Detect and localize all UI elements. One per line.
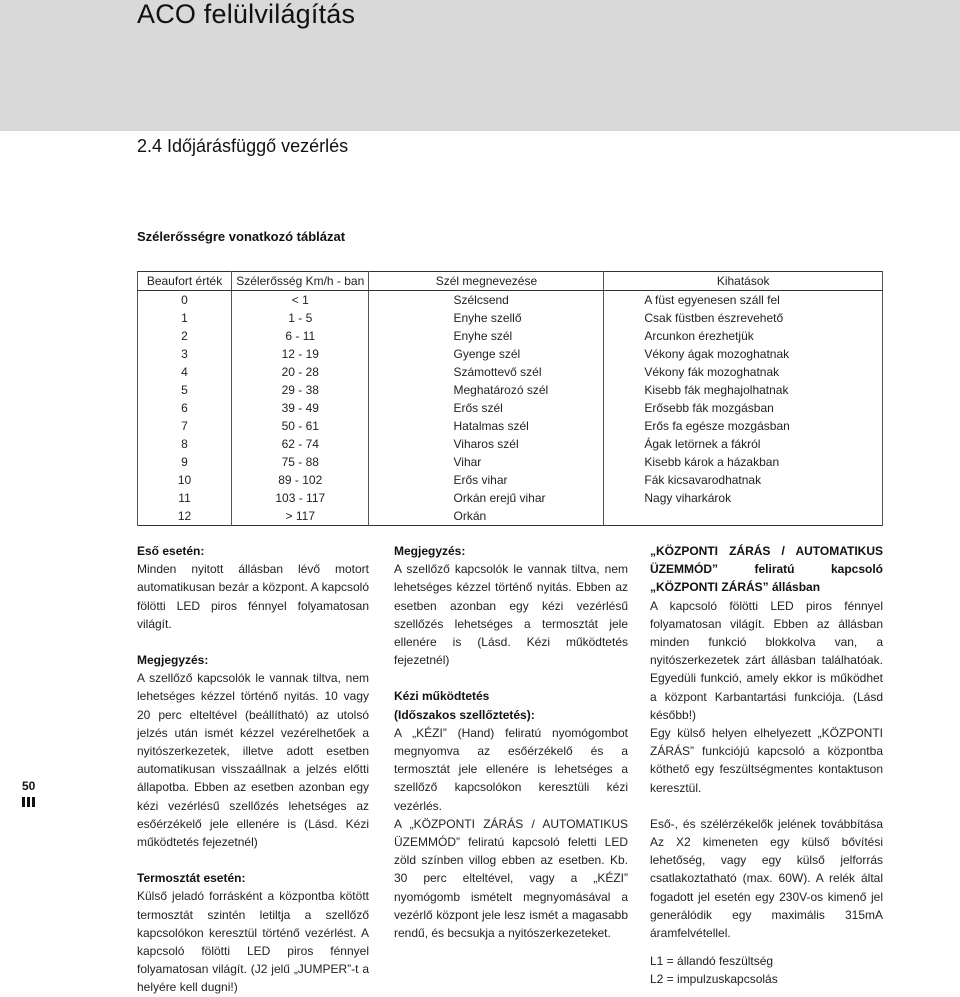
manual-text: A „KÉZI” (Hand) feliratú nyomógombot megnyomva az esőérzékelő és a termosztát jele ellenére is lehetséges a szellőző kapcsolókon keresztüli kézi vezérlés. (394, 725, 628, 813)
cell-speed: 62 - 74 (232, 435, 369, 453)
cell-beaufort: 9 (138, 453, 232, 471)
page-number: 50 (22, 779, 36, 793)
cell-beaufort: 8 (138, 435, 232, 453)
cell-speed: 29 - 38 (232, 381, 369, 399)
table-row (138, 291, 883, 310)
cell-effect: Kisebb károk a házakban (604, 453, 883, 471)
central-lock-heading: „KÖZPONTI ZÁRÁS / AUTOMATIKUS ÜZEMMÓD” feliratú kapcsoló „KÖZPONTI ZÁRÁS” állásban (650, 544, 883, 595)
table-row (138, 471, 883, 489)
cell-name: Gyenge szél (369, 345, 604, 363)
column-right (650, 542, 883, 989)
cell-beaufort: 1 (138, 309, 232, 327)
cell-speed: 50 - 61 (232, 417, 369, 435)
table-header-row (138, 272, 883, 291)
cell-name: Szélcsend (369, 291, 604, 310)
table-caption: Szélerősségre vonatkozó táblázat (137, 229, 346, 244)
cell-speed: 6 - 11 (232, 327, 369, 345)
cell-speed: 103 - 117 (232, 489, 369, 507)
cell-beaufort: 3 (138, 345, 232, 363)
table-row (138, 435, 883, 453)
column-left (137, 542, 369, 997)
cell-effect: Kisebb fák meghajolhatnak (604, 381, 883, 399)
table-row (138, 417, 883, 435)
cell-effect: Fák kicsavarodhatnak (604, 471, 883, 489)
cell-speed: > 117 (232, 507, 369, 526)
cell-speed: 75 - 88 (232, 453, 369, 471)
cell-name: Erős vihar (369, 471, 604, 489)
column-header-effects: Kihatások (604, 272, 883, 291)
note-text: A szellőző kapcsolók le vannak tiltva, nem lehetséges kézzel történő nyitás. 10 vagy 20 perc elteltével (beállítható) az utolsó jelzés után ismét kézzel vezérelhetőek a nyitószerkezetek, illetve adott esetben automatikusan visszaállnak a jelzés előtti állapotba. Ebben az esetben azonban egy kézi vezérlésű szellőzés lehetséges az esőérzékelő jele ellenére is (Lásd. Kézi működtetés fejezetnél) (137, 671, 369, 850)
cell-beaufort: 11 (138, 489, 232, 507)
cell-effect: Arcunkon érezhetjük (604, 327, 883, 345)
cell-name: Orkán (369, 507, 604, 526)
beaufort-table (137, 271, 883, 526)
cell-speed: < 1 (232, 291, 369, 310)
cell-speed: 1 - 5 (232, 309, 369, 327)
cell-name: Vihar (369, 453, 604, 471)
cell-effect: A füst egyenesen száll fel (604, 291, 883, 310)
cell-beaufort: 12 (138, 507, 232, 526)
table-body (138, 291, 883, 526)
central-lock-text: A kapcsoló fölötti LED piros fénnyel folyamatosan világít. Ebben az állásban minden funkció blokkolva van, a nyitószerkezetek zárt állásban találhatóak. Egyedüli funkció, amely ekkor is működhet a központ Karbantartási funkciója. (Lásd később!) (650, 598, 883, 722)
cell-beaufort: 0 (138, 291, 232, 310)
column-middle (394, 542, 628, 942)
cell-name: Viharos szél (369, 435, 604, 453)
cell-effect (604, 507, 883, 526)
table-row (138, 489, 883, 507)
sensor-forwarding-text: Eső-, és szélérzékelők jelének továbbítása Az X2 kimeneten egy külső bővítési lehetőség, vagy egy külső jelforrás csatlakoztatható (max. 60W). A relék által fogadott jel esetén egy 230V-os kimenő jel generálódik egy maximális 315mA áramfelvétellel. (650, 816, 883, 941)
external-switch-text: Egy külső helyen elhelyezett „KÖZPONTI ZÁRÁS” funkciójú kapcsoló a központba köthető egy feszültségmentes kontaktuson keresztül. (650, 726, 883, 795)
thermostat-heading: Termosztát esetén: (137, 871, 246, 886)
cell-beaufort: 6 (138, 399, 232, 417)
table-row (138, 309, 883, 327)
cell-name: Erős szél (369, 399, 604, 417)
column-header-speed: Szélerősség Km/h - ban (232, 272, 369, 291)
rain-heading: Eső esetén: (137, 544, 205, 558)
cell-name: Meghatározó szél (369, 381, 604, 399)
table-row (138, 399, 883, 417)
cell-name: Enyhe szél (369, 327, 604, 345)
table-row (138, 381, 883, 399)
cell-effect: Vékony fák mozoghatnak (604, 363, 883, 381)
page-marker-icon (22, 797, 35, 807)
cell-speed: 20 - 28 (232, 363, 369, 381)
manual-subheading: (Időszakos szellőztetés): (394, 707, 535, 722)
cell-effect: Nagy viharkárok (604, 489, 883, 507)
table-row (138, 345, 883, 363)
note2-heading: Megjegyzés: (394, 544, 466, 558)
table-row (138, 327, 883, 345)
cell-speed: 39 - 49 (232, 399, 369, 417)
cell-speed: 12 - 19 (232, 345, 369, 363)
column-header-beaufort: Beaufort érték (138, 272, 232, 291)
rain-text: Minden nyitott állásban lévő motort automatikusan bezár a központ. A kapcsoló fölötti LED piros fénnyel folyamatosan világít. (137, 562, 369, 631)
page-title: ACO felülvilágítás (137, 0, 356, 29)
cell-effect: Erősebb fák mozgásban (604, 399, 883, 417)
cell-beaufort: 10 (138, 471, 232, 489)
cell-effect: Ágak letörnek a fákról (604, 435, 883, 453)
note-heading: Megjegyzés: (137, 653, 209, 668)
cell-name: Orkán erejű vihar (369, 489, 604, 507)
cell-speed: 89 - 102 (232, 471, 369, 489)
legend-l1: L1 = állandó feszültség (650, 954, 774, 969)
table-row (138, 363, 883, 381)
manual-heading: Kézi működtetés (394, 689, 490, 704)
cell-name: Számottevő szél (369, 363, 604, 381)
cell-effect: Erős fa egésze mozgásban (604, 417, 883, 435)
table-row (138, 507, 883, 526)
cell-beaufort: 4 (138, 363, 232, 381)
legend-l2: L2 = impulzuskapcsolás (650, 972, 778, 987)
section-title: 2.4 Időjárásfüggő vezérlés (137, 136, 349, 156)
cell-effect: Vékony ágak mozoghatnak (604, 345, 883, 363)
cell-beaufort: 2 (138, 327, 232, 345)
cell-beaufort: 5 (138, 381, 232, 399)
cell-name: Enyhe szellő (369, 309, 604, 327)
thermostat-text: Külső jeladó forrásként a központba kötött termosztát szintén letiltja a szellőző kapcsolókon keresztül történő vezérlést. A kapcsoló fölötti LED piros fénnyel folyamatosan világít. (J2 jelű „JUMPER”-t a helyére kell dugni!) (137, 889, 369, 995)
cell-beaufort: 7 (138, 417, 232, 435)
cell-effect: Csak füstben észrevehető (604, 309, 883, 327)
note2-text: A szellőző kapcsolók le vannak tiltva, nem lehetséges kézzel történő nyitás. Ebben az esetben azonban egy kézi vezérlésű szellőzés lehetséges a termosztát jele ellenére is (Lásd. Kézi működtetés fejezetnél) (394, 562, 628, 668)
cell-name: Hatalmas szél (369, 417, 604, 435)
table-row (138, 453, 883, 471)
manual-text-2: A „KÖZPONTI ZÁRÁS / AUTOMATIKUS ÜZEMMÓD” feliratú kapcsoló feletti LED zöld színben villog ebben az esetben. Kb. 30 perc elteltével, vagy a „KÉZI” nyomógomb ismételt megnyomásával a vezérlő központ jele lesz ismét a magasabb rendű, és becsukja a nyitószerkezeteket. (394, 816, 628, 941)
column-header-name: Szél megnevezése (369, 272, 604, 291)
